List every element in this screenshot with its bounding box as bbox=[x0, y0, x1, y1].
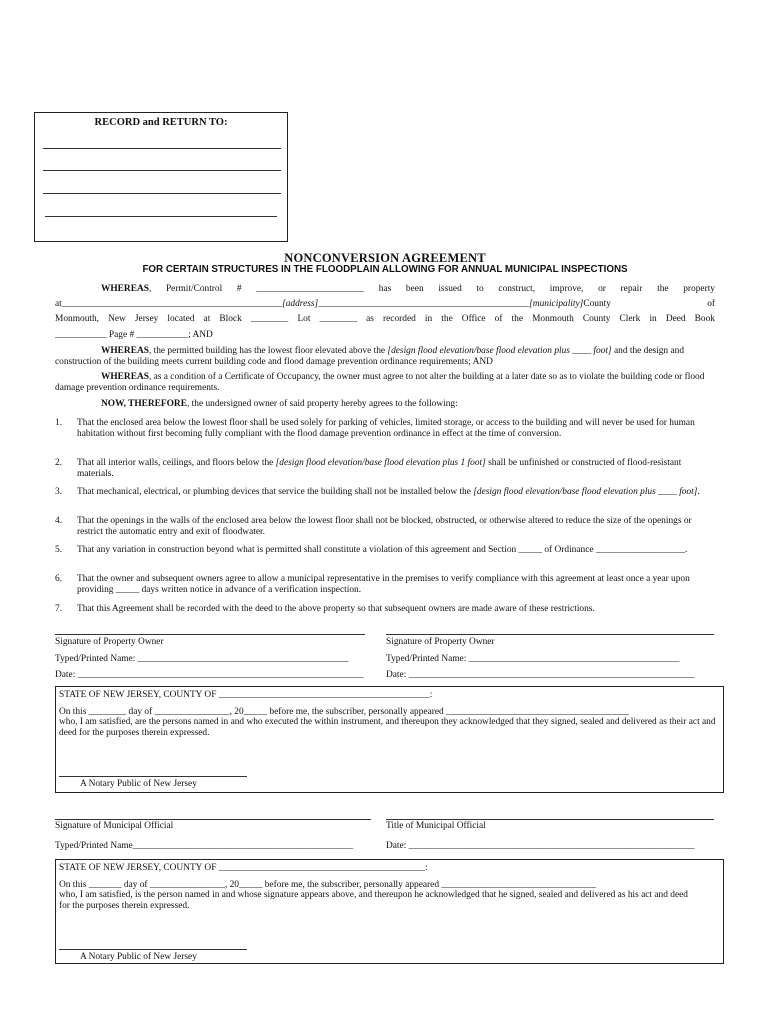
whereas2-text-b: and the design and construction of the building meets current building code and flood damage prevention ordinance requirements; AND bbox=[55, 346, 685, 367]
notary2-signature-line[interactable] bbox=[59, 949, 247, 950]
item-1-number: 1. bbox=[55, 418, 63, 428]
item-4-text: That the openings in the walls of the enclosed area below the lowest floor shall not be blocked, obstructed, or otherwise altered to reduce the size of the openings or restrict the automatic entry and exit of floodwater. bbox=[77, 516, 692, 537]
item-2-text-a: That all interior walls, ceilings, and floors below the bbox=[77, 458, 276, 468]
address-placeholder: [address] bbox=[282, 299, 319, 309]
whereas-permit-text: , Permit/Control # _______________________ has been issued to construct, improve, or repair the property bbox=[148, 284, 715, 294]
return-line-2[interactable] bbox=[43, 170, 281, 171]
notary1-state-line[interactable]: STATE OF NEW JERSEY, COUNTY OF _____________________________________________: bbox=[59, 690, 433, 700]
whereas-certificate-paragraph bbox=[55, 372, 715, 394]
now-therefore-text: , the undersigned owner of said property hereby agrees to the following: bbox=[186, 399, 458, 409]
municipality-placeholder: [municipality] bbox=[529, 299, 584, 309]
whereas2-placeholder: [design flood elevation/base flood elevation plus ____ foot] bbox=[387, 346, 612, 356]
of-word: of bbox=[707, 299, 715, 309]
item-2-placeholder: [design flood elevation/base flood elevation plus 1 foot] bbox=[275, 458, 486, 468]
owner-printed-name-right[interactable]: Typed/Printed Name: _____________________________________________ bbox=[386, 654, 680, 664]
owner-signature-label-right: Signature of Property Owner bbox=[386, 637, 495, 647]
owner-printed-name-left[interactable]: Typed/Printed Name: _____________________________________________ bbox=[55, 654, 349, 664]
item-5-number: 5. bbox=[55, 545, 63, 555]
notary2-body: who, I am satisfied, is the person named in and whose signature appears above, and thereupon he acknowledged that he signed, sealed and delivered as his act and deed for the purposes therein expressed. bbox=[59, 890, 688, 911]
municipality-blank[interactable]: _____________________________________________ bbox=[318, 299, 530, 309]
notary1-label: A Notary Public of New Jersey bbox=[80, 779, 197, 789]
item-2-text bbox=[77, 458, 714, 480]
whereas3-text: , as a condition of a Certificate of Occupancy, the owner must agree to not alter the building at a later date so as to violate the building code or flood damage prevention ordinance requirements. bbox=[55, 372, 705, 393]
now-therefore-line bbox=[101, 399, 761, 410]
notary2-label: A Notary Public of New Jersey bbox=[80, 952, 197, 962]
item-7-text: That this Agreement shall be recorded with the deed to the above property so that subsequent owners are made aware of these restrictions. bbox=[77, 604, 595, 614]
official-signature-line[interactable] bbox=[55, 819, 371, 820]
notary-box-owner bbox=[55, 686, 724, 793]
item-1-text: That the enclosed area below the lowest floor shall be used solely for parking of vehicles, limited storage, or access to the building and will never be used for human habitation without first becoming fully compliant with the flood damage prevention ordinance in effect at the time of conversion. bbox=[77, 418, 695, 439]
return-line-3[interactable] bbox=[43, 193, 281, 194]
official-printed-name[interactable]: Typed/Printed Name_______________________________________________ bbox=[55, 841, 354, 851]
item-5-text: That any variation in construction beyond what is permitted shall constitute a violation of this agreement and Section _____ of Ordinance ___________________. bbox=[77, 545, 688, 555]
item-3-text-a: That mechanical, electrical, or plumbing devices that service the building shall not be installed below the bbox=[77, 487, 474, 497]
whereas2-lead: WHEREAS bbox=[101, 346, 149, 356]
owner-date-right[interactable]: Date: _____________________________________________________________ bbox=[386, 670, 695, 680]
whereas2-text-a: , the permitted building has the lowest floor elevated above the bbox=[148, 346, 388, 356]
now-therefore-lead: NOW, THEREFORE bbox=[101, 399, 187, 409]
notary-box-official bbox=[55, 859, 724, 964]
whereas-permit-line bbox=[101, 284, 715, 295]
item-2-number: 2. bbox=[55, 458, 63, 468]
notary1-on-this[interactable]: On this ________ day of ________________, 20_____ before me, the subscriber, personally appeared _______________________________________ bbox=[59, 707, 629, 717]
official-signature-label: Signature of Municipal Official bbox=[55, 821, 174, 831]
item-7-number: 7. bbox=[55, 604, 63, 614]
record-return-box bbox=[34, 112, 288, 242]
address-blank-a[interactable]: at_______________________________________________ bbox=[55, 299, 283, 309]
whereas-elevation-paragraph bbox=[55, 346, 695, 368]
item-3-text-b: . bbox=[697, 487, 700, 497]
official-date[interactable]: Date: _____________________________________________________________ bbox=[386, 841, 695, 851]
item-3-text bbox=[77, 487, 714, 498]
notary1-signature-line[interactable] bbox=[59, 776, 247, 777]
owner-signature-label-left: Signature of Property Owner bbox=[55, 637, 164, 647]
official-title-label: Title of Municipal Official bbox=[386, 821, 486, 831]
owner-signature-line-right[interactable] bbox=[386, 634, 714, 635]
whereas3-lead: WHEREAS bbox=[101, 372, 149, 382]
item-4-number: 4. bbox=[55, 516, 63, 526]
whereas-lead: WHEREAS bbox=[101, 284, 149, 294]
owner-signature-line-left[interactable] bbox=[55, 634, 365, 635]
notary2-on-this[interactable]: On this _______ day of ________________, 20_____ before me, the subscriber, personally appeared _________________________________ bbox=[59, 880, 597, 890]
whereas-address-line bbox=[55, 299, 715, 310]
whereas-block-lot-line: Monmouth, New Jersey located at Block ________ Lot ________ as recorded in the Office of the Monmouth County Clerk in Deed Book bbox=[55, 314, 715, 324]
notary2-state-line[interactable]: STATE OF NEW JERSEY, COUNTY OF ____________________________________________: bbox=[59, 863, 428, 873]
official-title-line[interactable] bbox=[386, 819, 714, 820]
item-2-text-b: shall be unfinished or constructed of flood-resistant materials. bbox=[77, 458, 682, 479]
item-6-text: That the owner and subsequent owners agree to allow a municipal representative in the premises to verify compliance with this agreement at least once a year upon providing _____ days written notice in advance of a verification inspection. bbox=[77, 574, 690, 595]
item-3-number: 3. bbox=[55, 487, 63, 497]
record-return-title: RECORD and RETURN TO: bbox=[94, 117, 228, 128]
whereas-deed-page-line: ___________ Page # ___________; AND bbox=[55, 330, 213, 340]
item-6-number: 6. bbox=[55, 574, 63, 584]
notary1-body: who, I am satisfied, are the persons named in and who executed the within instrument, and thereupon they acknowledged that they signed, sealed and delivered as their act and deed for the purposes therein expressed. bbox=[59, 717, 716, 738]
document-title: NONCONVERSION AGREEMENT bbox=[284, 251, 486, 265]
item-3-placeholder: [design flood elevation/base flood elevation plus ____ foot] bbox=[473, 487, 698, 497]
owner-date-left[interactable]: Date: _____________________________________________________________ bbox=[55, 670, 364, 680]
return-line-1[interactable] bbox=[43, 148, 281, 149]
county-word: County bbox=[583, 299, 611, 309]
document-subtitle: FOR CERTAIN STRUCTURES IN THE FLOODPLAIN ALLOWING FOR ANNUAL MUNICIPAL INSPECTIONS bbox=[142, 264, 628, 275]
return-line-4[interactable] bbox=[45, 216, 277, 217]
